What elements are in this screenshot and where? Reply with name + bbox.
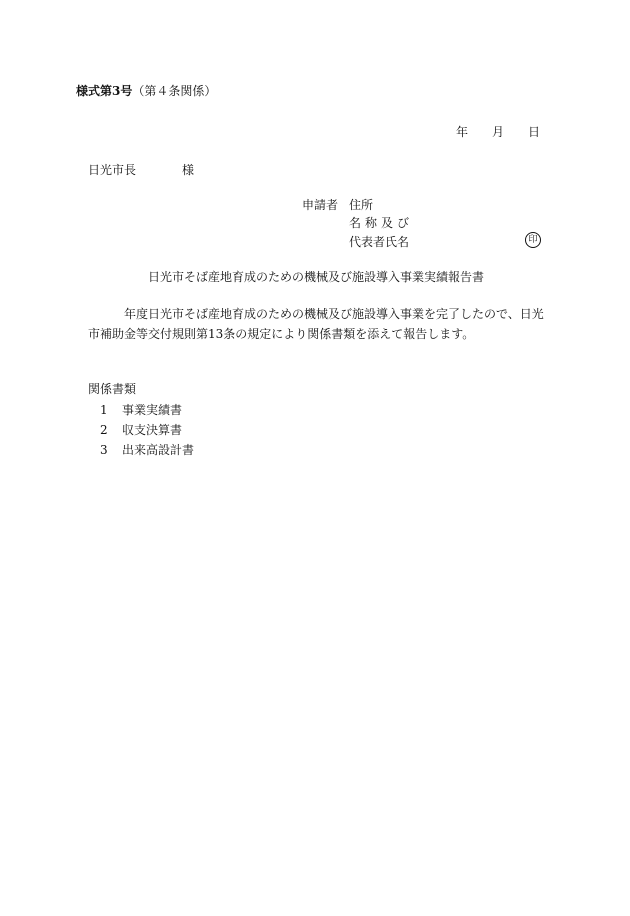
applicant-label: 申請者 <box>302 198 339 212</box>
applicant-address-label: 住所 <box>349 198 374 212</box>
date-year-label: 年 <box>456 125 469 139</box>
list-item <box>100 420 194 440</box>
list-item-number: 2 <box>100 423 108 437</box>
form-number-article: （第４条関係） <box>132 84 217 98</box>
list-item-text: 事業実績書 <box>122 403 183 417</box>
applicant-name-label-2: 代表者氏名 <box>349 235 410 249</box>
list-item-text: 出来高設計書 <box>122 443 195 457</box>
date-line <box>456 123 540 140</box>
form-number-main: 様式第3号 <box>76 84 133 98</box>
addressee-honorific: 様 <box>182 163 195 177</box>
list-item-text: 収支決算書 <box>122 423 183 437</box>
list-item <box>100 400 194 420</box>
form-number <box>76 82 216 99</box>
attachments-heading: 関係書類 <box>88 382 137 396</box>
attachments-list <box>100 400 194 460</box>
addressee-name: 日光市長 <box>88 163 137 177</box>
date-month-label: 月 <box>492 125 505 139</box>
list-item-number: 3 <box>100 443 108 457</box>
date-day-label: 日 <box>528 125 541 139</box>
list-item-number: 1 <box>100 403 108 417</box>
addressee <box>88 161 194 178</box>
applicant-name-label-1: 名称及び <box>349 216 414 230</box>
document-title: 日光市そば産地育成のための機械及び施設導入事業実績報告書 <box>148 270 485 284</box>
list-item <box>100 440 194 460</box>
report-body: 年度日光市そば産地育成のための機械及び施設導入事業を完了したので、日光市補助金等交付規則第13条の規定により関係書類を添えて報告します。 <box>88 307 544 341</box>
seal-mark-icon: 印 <box>525 232 541 248</box>
